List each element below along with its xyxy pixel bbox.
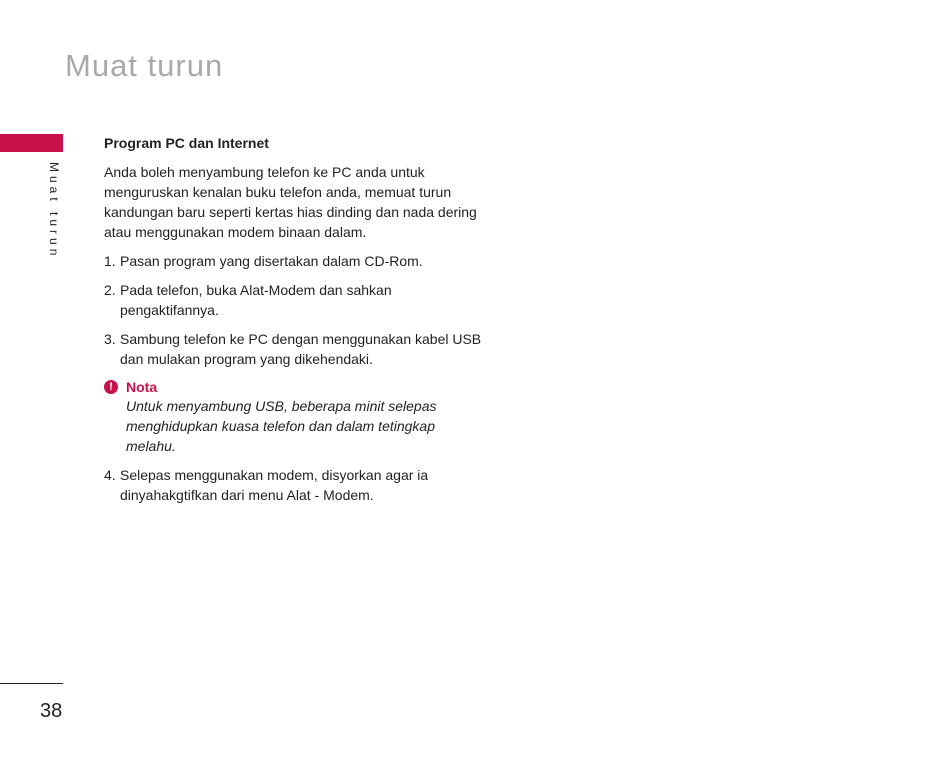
step-number: 2.: [104, 282, 116, 298]
step-number: 3.: [104, 331, 116, 347]
section-tab-marker: [0, 134, 63, 152]
list-item-step-2: [104, 280, 484, 320]
list-item-step-1: [104, 251, 484, 271]
side-section-label: Muat turun: [47, 162, 61, 260]
steps-list-continued: [104, 465, 484, 505]
exclamation-icon: !: [104, 380, 118, 394]
steps-list: [104, 251, 484, 369]
main-content: [104, 133, 484, 514]
page-title: Muat turun: [65, 48, 224, 83]
step-text: Pasan program yang disertakan dalam CD-Rom.: [120, 253, 423, 269]
step-text: Pada telefon, buka Alat-Modem dan sahkan pengaktifannya.: [120, 282, 392, 318]
page-number: 38: [40, 700, 63, 722]
step-text: Sambung telefon ke PC dengan menggunakan kabel USB dan mulakan program yang dikehendaki.: [120, 331, 482, 367]
list-item-step-4: [104, 465, 484, 505]
note-text: Untuk menyambung USB, beberapa minit selepas menghidupkan kuasa telefon dan dalam tetingkap melahu.: [126, 398, 437, 454]
step-number: 4.: [104, 467, 116, 483]
step-text: Selepas menggunakan modem, disyorkan agar ia dinyahakgtifkan dari menu Alat - Modem.: [120, 467, 429, 503]
intro-paragraph: Anda boleh menyambung telefon ke PC anda untuk menguruskan kenalan buku telefon anda, memuat turun kandungan baru seperti kertas hias dinding dan nada dering atau menggunakan modem binaan dalam.: [104, 164, 477, 240]
note-label: Nota: [126, 379, 158, 395]
note-box: [104, 378, 484, 456]
note-header: [104, 378, 484, 396]
footer-divider: [0, 683, 63, 684]
step-number: 1.: [104, 253, 116, 269]
list-item-step-3: [104, 329, 484, 369]
section-heading: Program PC dan Internet: [104, 135, 269, 151]
